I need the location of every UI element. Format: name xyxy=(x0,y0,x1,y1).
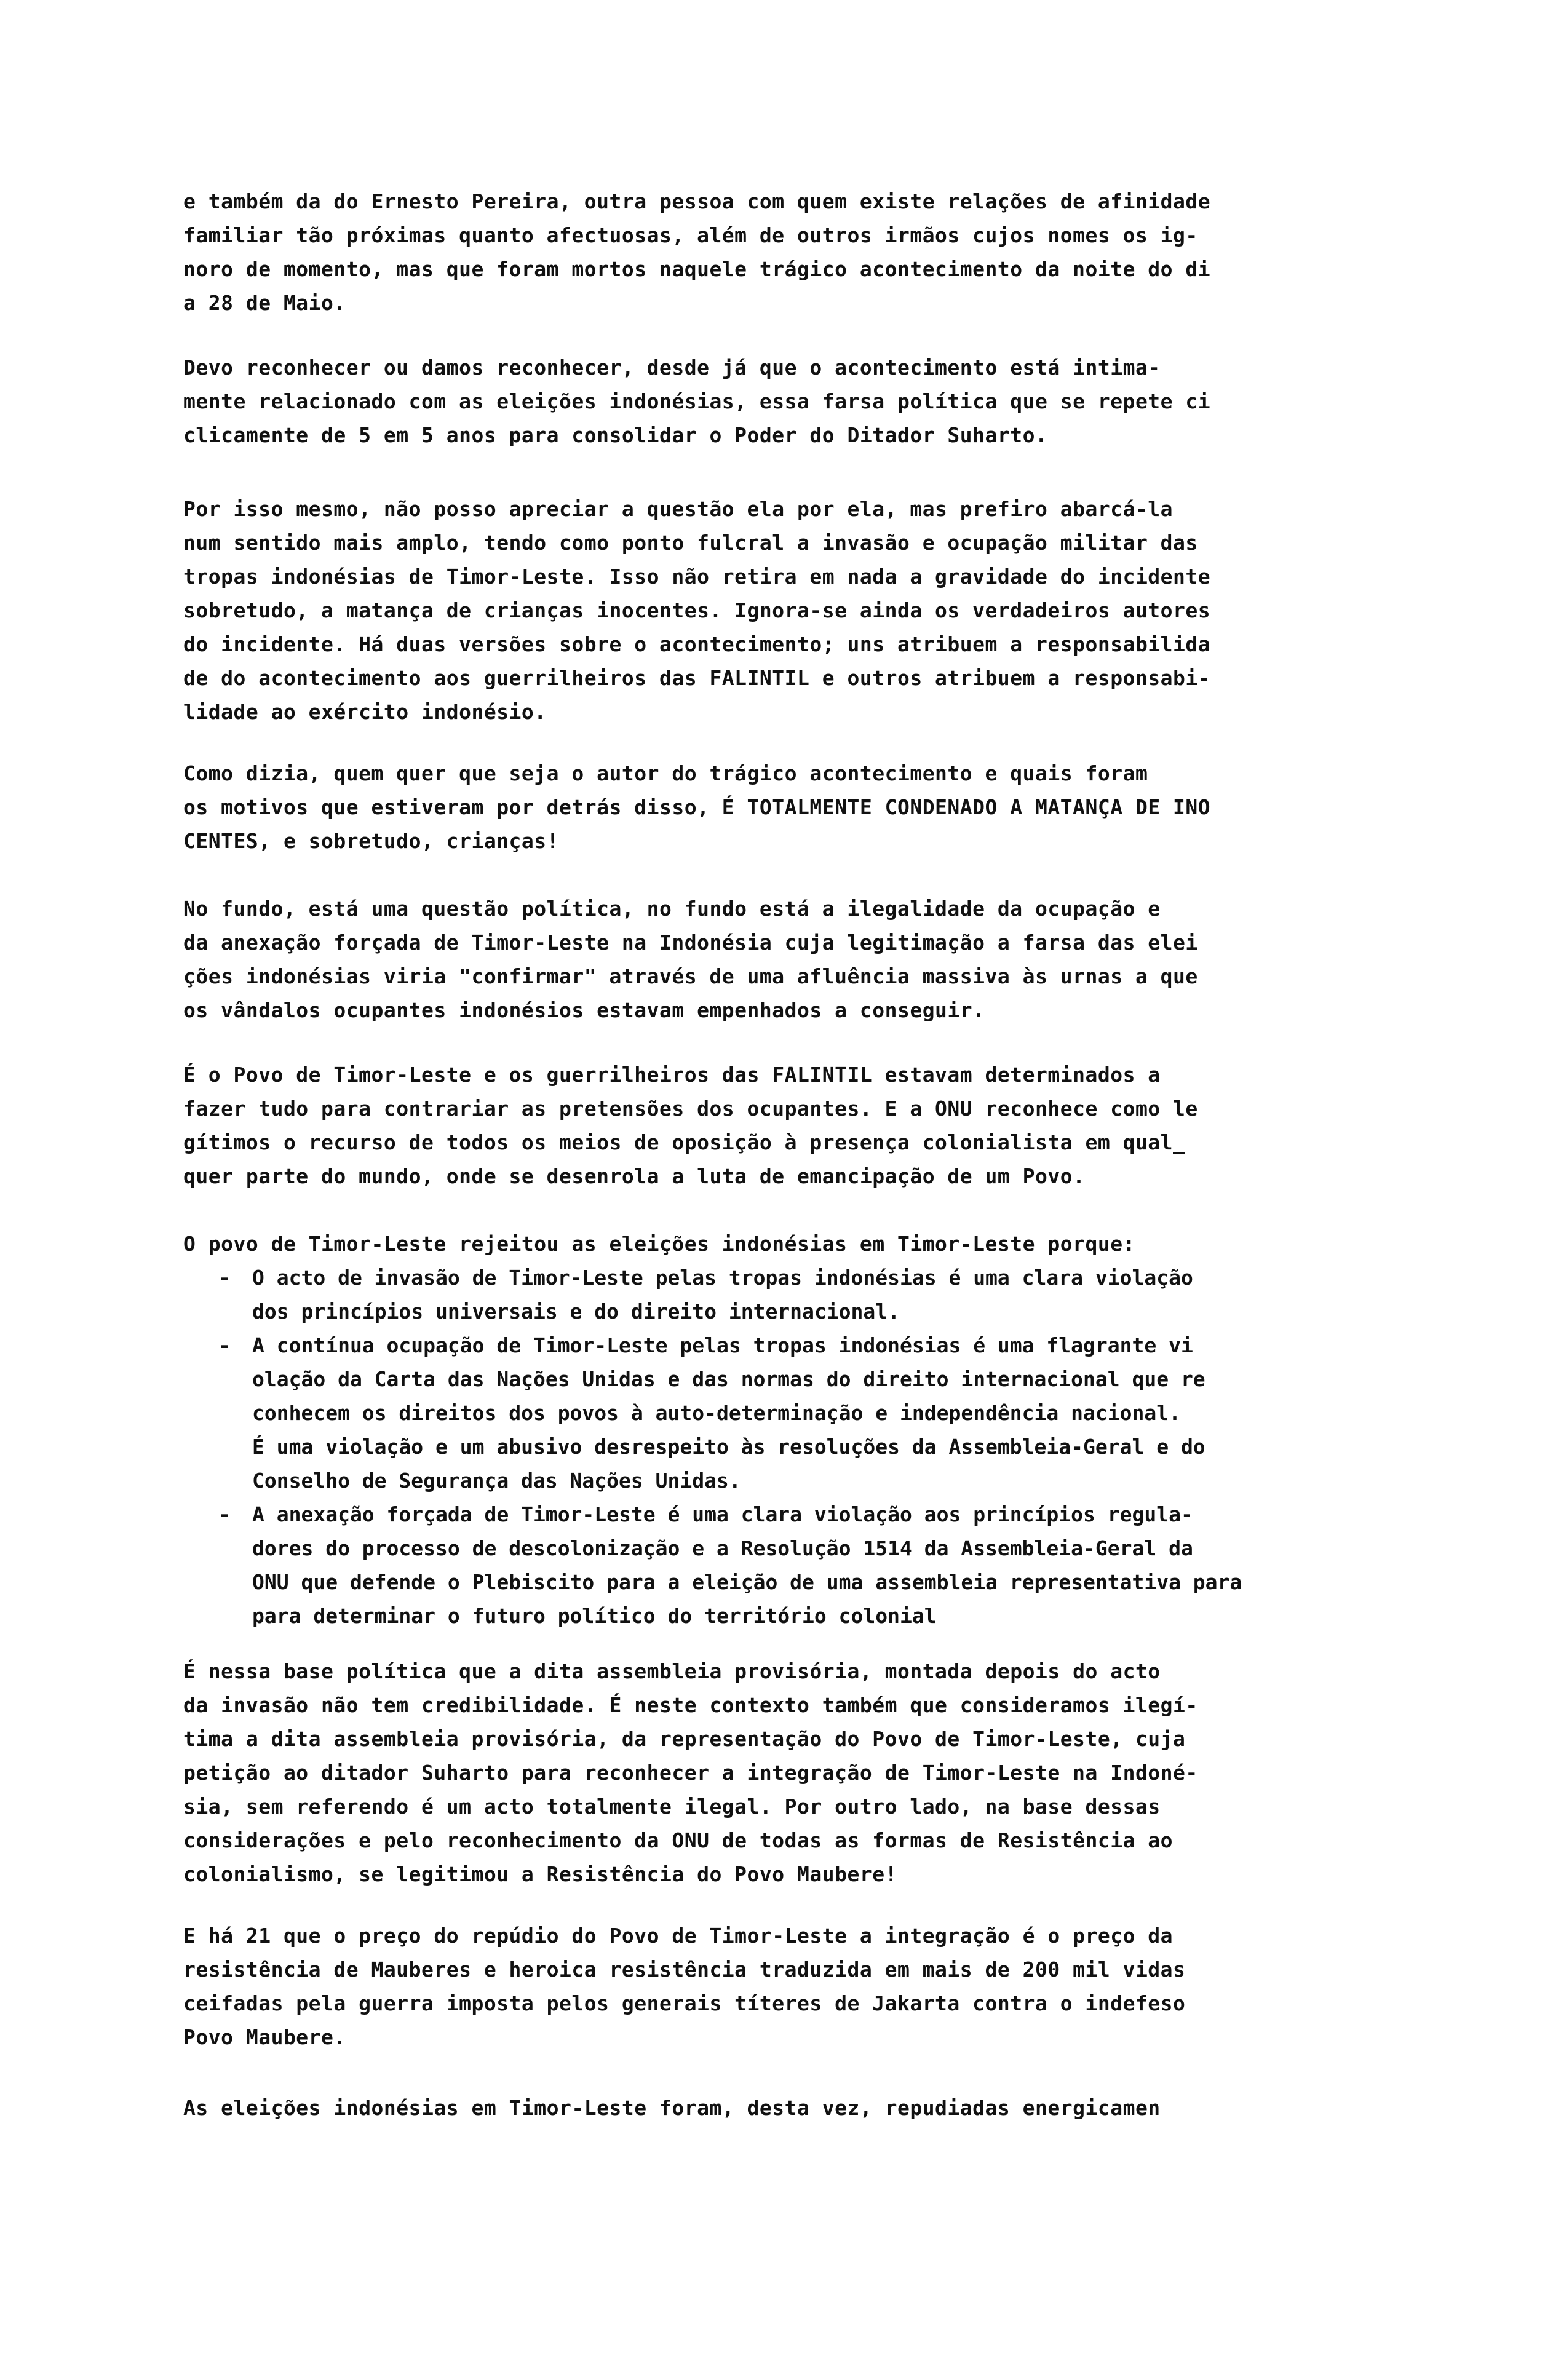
text-line: mente relacionado com as eleições indonésias, essa farsa política que se repete ci xyxy=(183,389,1211,413)
text-line: gítimos o recurso de todos os meios de oposição à presença colonialista em qual_ xyxy=(183,1130,1186,1154)
list-dash: - xyxy=(218,1333,231,1357)
text-line: É nessa base política que a dita assembleia provisória, montada depois do acto xyxy=(183,1659,1161,1683)
list-item-text xyxy=(252,1261,1193,1328)
list-item-text xyxy=(252,1497,1242,1633)
text-line: sobretudo, a matança de crianças inocentes. Ignora-se ainda os verdadeiros autores xyxy=(183,598,1211,622)
text-line: da invasão não tem credibilidade. É neste contexto também que consideramos ilegí- xyxy=(183,1693,1198,1717)
text-line: do incidente. Há duas versões sobre o acontecimento; uns atribuem a responsabilida xyxy=(183,632,1211,656)
paragraph-9 xyxy=(183,1919,1463,2054)
text-line: Por isso mesmo, não posso apreciar a questão ela por ela, mas prefiro abarcá-la xyxy=(183,497,1174,521)
text-line: E há 21 que o preço do repúdio do Povo de Timor-Leste a integração é o preço da xyxy=(183,1924,1174,1948)
list-item-text xyxy=(252,1328,1205,1497)
text-line: a 28 de Maio. xyxy=(183,291,346,315)
text-line: Devo reconhecer ou damos reconhecer, desde já que o acontecimento está intima- xyxy=(183,355,1161,379)
text-line: CENTES, e sobretudo, crianças! xyxy=(183,829,560,853)
text-line: petição ao ditador Suharto para reconhecer a integração de Timor-Leste na Indoné- xyxy=(183,1761,1198,1785)
text-line: tropas indonésias de Timor-Leste. Isso não retira em nada a gravidade do incidente xyxy=(183,565,1211,589)
text-line: familiar tão próximas quanto afectuosas, além de outros irmãos cujos nomes os ig- xyxy=(183,223,1198,247)
paragraph-5 xyxy=(183,892,1463,1027)
paragraph-8 xyxy=(183,1654,1463,1891)
text-line: sia, sem referendo é um acto totalmente ilegal. Por outro lado, na base dessas xyxy=(183,1795,1161,1819)
text-line: lidade ao exército indonésio. xyxy=(183,700,547,724)
text-line: dores do processo de descolonização e a Resolução 1514 da Assembleia-Geral da xyxy=(252,1536,1193,1560)
text-line: É o Povo de Timor-Leste e os guerrilheiros das FALINTIL estavam determinados a xyxy=(183,1063,1161,1087)
text-line: Conselho de Segurança das Nações Unidas. xyxy=(252,1469,741,1493)
text-line: de do acontecimento aos guerrilheiros das FALINTIL e outros atribuem a responsabi- xyxy=(183,666,1211,690)
text-line: No fundo, está uma questão política, no fundo está a ilegalidade da ocupação e xyxy=(183,897,1161,921)
text-line: para determinar o futuro político do território colonial xyxy=(252,1604,937,1628)
text-line: os vândalos ocupantes indonésios estavam empenhados a conseguir. xyxy=(183,998,985,1022)
paragraph-7 xyxy=(183,1227,1463,1261)
text-line: num sentido mais amplo, tendo como ponto fulcral a invasão e ocupação militar das xyxy=(183,531,1198,555)
text-line: considerações e pelo reconhecimento da ONU de todas as formas de Resistência ao xyxy=(183,1828,1174,1852)
reasons-list xyxy=(218,1261,1498,1633)
text-line: As eleições indonésias em Timor-Leste foram, desta vez, repudiadas energicamen xyxy=(183,2096,1161,2120)
text-line: O acto de invasão de Timor-Leste pelas tropas indonésias é uma clara violação xyxy=(252,1266,1193,1290)
paragraph-2 xyxy=(183,351,1463,452)
paragraph-10 xyxy=(183,2091,1463,2125)
list-dash: - xyxy=(218,1266,231,1290)
text-line: ções indonésias viria "confirmar" através de uma afluência massiva às urnas a que xyxy=(183,964,1198,988)
text-line: A anexação forçada de Timor-Leste é uma clara violação aos princípios regula- xyxy=(252,1502,1193,1526)
paragraph-4 xyxy=(183,756,1463,858)
list-item xyxy=(218,1328,1498,1497)
paragraph-3 xyxy=(183,492,1463,729)
text-line: Povo Maubere. xyxy=(183,2025,346,2049)
text-line: da anexação forçada de Timor-Leste na Indonésia cuja legitimação a farsa das elei xyxy=(183,930,1198,954)
text-line: dos princípios universais e do direito internacional. xyxy=(252,1299,900,1323)
text-line: O povo de Timor-Leste rejeitou as eleições indonésias em Timor-Leste porque: xyxy=(183,1232,1135,1256)
text-line: os motivos que estiveram por detrás disso, É TOTALMENTE CONDENADO A MATANÇA DE INO xyxy=(183,795,1211,819)
text-line: noro de momento, mas que foram mortos naquele trágico acontecimento da noite do di xyxy=(183,257,1211,281)
text-line: colonialismo, se legitimou a Resistência do Povo Maubere! xyxy=(183,1862,897,1886)
text-line: resistência de Mauberes e heroica resistência traduzida em mais de 200 mil vidas xyxy=(183,1958,1186,1981)
text-line: clicamente de 5 em 5 anos para consolidar o Poder do Ditador Suharto. xyxy=(183,423,1048,447)
list-item xyxy=(218,1261,1498,1328)
paragraph-6 xyxy=(183,1058,1463,1193)
text-line: A contínua ocupação de Timor-Leste pelas tropas indonésias é uma flagrante vi xyxy=(252,1333,1193,1357)
text-line: tima a dita assembleia provisória, da representação do Povo de Timor-Leste, cuja xyxy=(183,1727,1186,1751)
text-line: É uma violação e um abusivo desrespeito às resoluções da Assembleia-Geral e do xyxy=(252,1435,1205,1459)
list-dash: - xyxy=(218,1502,231,1526)
text-line: e também da do Ernesto Pereira, outra pessoa com quem existe relações de afinidade xyxy=(183,189,1211,213)
text-line: quer parte do mundo, onde se desenrola a luta de emancipação de um Povo. xyxy=(183,1164,1086,1188)
text-line: ceifadas pela guerra imposta pelos generais títeres de Jakarta contra o indefeso xyxy=(183,1991,1186,2015)
text-line: Como dizia, quem quer que seja o autor do trágico acontecimento e quais foram xyxy=(183,761,1148,785)
list-item xyxy=(218,1497,1498,1633)
text-line: ONU que defende o Plebiscito para a eleição de uma assembleia representativa para xyxy=(252,1570,1242,1594)
paragraph-1 xyxy=(183,184,1463,320)
text-line: fazer tudo para contrariar as pretensões dos ocupantes. E a ONU reconhece como le xyxy=(183,1097,1198,1121)
text-line: olação da Carta das Nações Unidas e das normas do direito internacional que re xyxy=(252,1367,1205,1391)
text-line: conhecem os direitos dos povos à auto-determinação e independência nacional. xyxy=(252,1401,1181,1425)
